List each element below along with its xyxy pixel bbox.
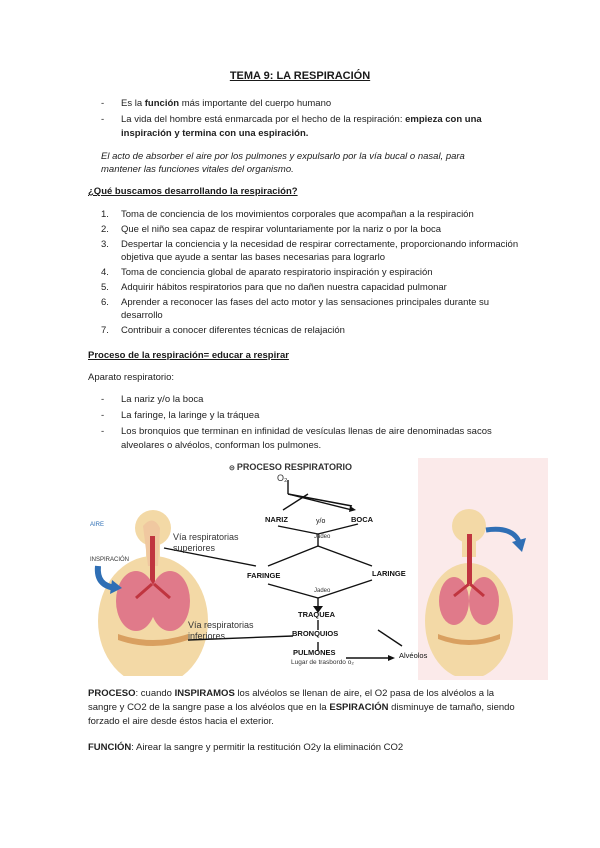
list-item: 3. Despertar la conciencia y la necesidad de respirar correctamente, proporcionando información objetiva que ayude a sentar las bases necesarias para lograrlo [101,239,519,263]
page-title: TEMA 9: LA RESPIRACIÓN [229,70,371,82]
alveolos-label: Alvéolos [399,651,428,660]
list-item: - La vida del hombre está enmarcada por el hecho de la respiración: empieza con una inspiración y termina con una espiración. [101,113,511,141]
list-item: - La nariz y/o la boca [101,393,511,407]
faringe-node: FARINGE [247,571,281,580]
definition-text: El acto de absorber el aire por los pulmones y expulsarlo por la vía bucal o nasal, para mantener las funciones vitales del organismo. [101,151,465,175]
proceso-paragraph: PROCESO: cuando INSPIRAMOS los alvéolos se llenan de aire, el O2 pasa de los alvéolos a la sangre y CO2 de la sangre pase a los alvéolos que en la ESPIRACIÓN disminuye de tamaño, siendo forzado el aire desde éstos hacia el exterior. [88,688,515,727]
o2-label: O₂ [277,473,288,483]
inspiracion-label: INSPIRACIÓN [90,557,130,563]
goals-list [101,208,521,339]
flow-small-top: Jadeo [314,534,331,540]
traquea-node: TRAQUEA [298,610,336,619]
list-item: - Los bronquios que terminan en infinidad de vesículas llenas de aire denominadas sacos alveolares o alvéolos, conforman los pulmones. [101,425,511,453]
nariz-node: NARIZ [265,515,288,524]
list-item: 6. Aprender a reconocer las fases del acto motor y las sensaciones principales durante su desarrollo [101,297,490,321]
pulmones-node: PULMONES [293,648,336,657]
air-label-left: AIRE [90,522,105,528]
intro-list [101,97,511,143]
figure-title: ⊝ PROCESO RESPIRATORIO [229,462,352,472]
bronquios-node: BRONQUIOS [292,629,339,638]
list-item: 4. Toma de conciencia global de aparato respiratorio inspiración y espiración [101,267,433,278]
vias-superiores-label: Vía respiratorias superiores [173,532,239,553]
flow-arrows [88,458,550,680]
section-heading-goals: ¿Qué buscamos desarrollando la respiración? [88,186,298,197]
section-heading-process: Proceso de la respiración= educar a respirar [88,350,289,361]
list-item: - Es la función más importante del cuerpo humano [101,97,511,111]
aparato-list [101,393,511,455]
list-item: 1. Toma de conciencia de los movimientos corporales que acompañan a la respiración [101,209,474,220]
laringe-node: LARINGE [372,569,406,578]
list-item: 2. Que el niño sea capaz de respirar voluntariamente por la nariz o por la boca [101,224,442,235]
flow-small-mid: Jadeo [314,588,331,594]
lugar-label: Lugar de trasbordo o₂ [291,659,354,666]
boca-node: BOCA [351,515,374,524]
list-item: 5. Adquirir hábitos respiratorios para que no dañen nuestra capacidad pulmonar [101,282,447,293]
aparato-label: Aparato respiratorio: [88,372,175,383]
vias-inferiores-label: Vía respiratorias inferiores [188,620,254,641]
yo-label: y/o [316,518,326,525]
list-item: 7. Contribuir a conocer diferentes técnicas de relajación [101,325,345,336]
funcion-paragraph: FUNCIÓN: Airear la sangre y permitir la restitución O2y la eliminación CO2 [88,742,404,753]
list-item: - La faringe, la laringe y la tráquea [101,409,511,423]
respiratory-process-figure [88,458,550,680]
